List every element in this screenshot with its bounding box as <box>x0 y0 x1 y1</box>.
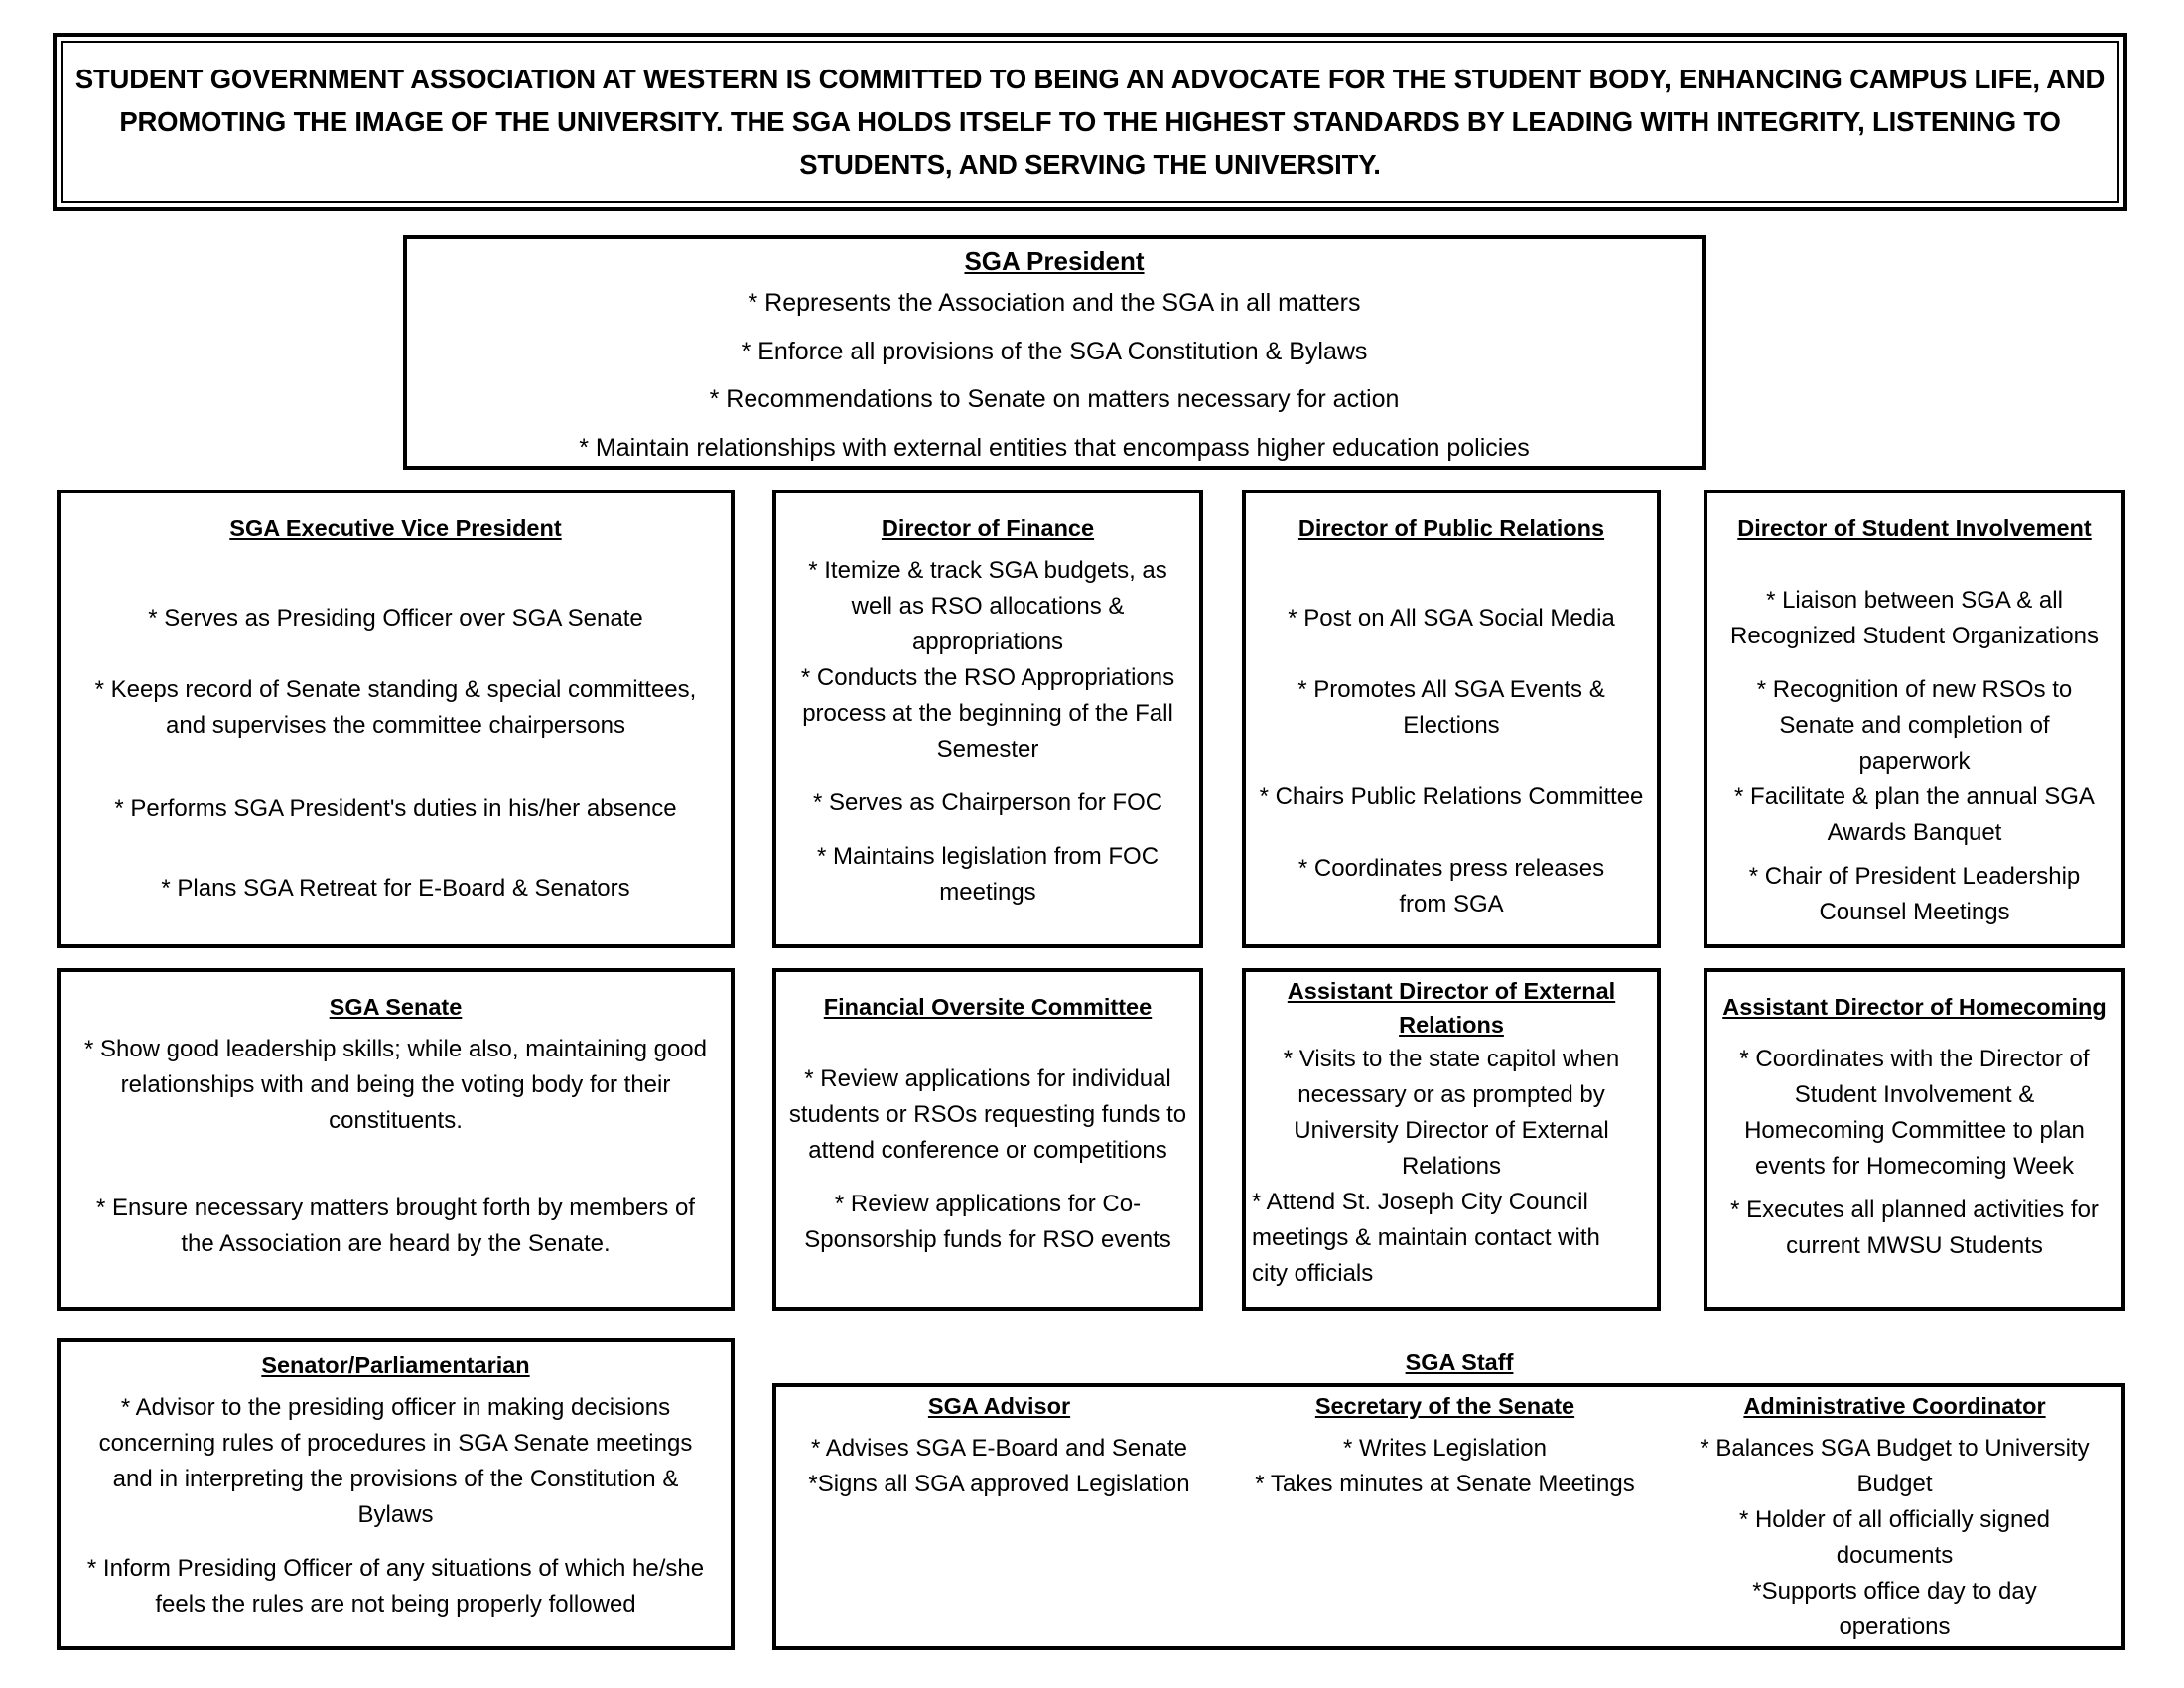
foc-duty: * Review applications for individual students or RSOs requesting funds to attend conference or competitions <box>788 1065 1187 1164</box>
director-finance-box <box>772 490 1203 948</box>
secretary-duty: * Takes minutes at Senate Meetings <box>1255 1471 1635 1497</box>
assistant-director-homecoming-duty: * Coordinates with the Director of Student Involvement & Homecoming Committee to plan events for Homecoming Week <box>1739 1046 2090 1180</box>
assistant-director-homecoming-title: Assistant Director of Homecoming <box>1722 994 2107 1020</box>
director-pr-duty: * Promotes All SGA Events & Elections <box>1297 676 1605 739</box>
president-duty: * Enforce all provisions of the SGA Constitution & Bylaws <box>741 337 1368 365</box>
executive-vp-duty: * Plans SGA Retreat for E-Board & Senators <box>161 875 630 902</box>
senate-duty: * Ensure necessary matters brought forth by members of the Association are heard by the Senate. <box>96 1195 695 1257</box>
sga-advisor-title: SGA Advisor <box>927 1393 1071 1419</box>
admin-coordinator-duty: * Holder of all officially signed documents <box>1738 1506 2051 1569</box>
director-pr-box <box>1242 490 1661 948</box>
parliamentarian-title: Senator/Parliamentarian <box>261 1352 530 1378</box>
director-student-involvement-duty: * Recognition of new RSOs to Senate and completion of paperwork <box>1756 676 2073 774</box>
executive-vp-duty: * Keeps record of Senate standing & special committees, and supervises the committee chairpersons <box>94 676 697 739</box>
director-finance-duty: * Itemize & track SGA budgets, as well as RSO allocations & appropriations <box>808 557 1167 655</box>
secretary-title: Secretary of the Senate <box>1314 1393 1575 1419</box>
director-student-involvement-duty: * Liaison between SGA & all Recognized Student Organizations <box>1730 587 2099 649</box>
foc-box <box>772 968 1203 1311</box>
director-student-involvement-box <box>1704 490 2125 948</box>
assistant-director-homecoming-box <box>1704 968 2125 1311</box>
assistant-director-external-box <box>1242 968 1661 1311</box>
director-pr-title: Director of Public Relations <box>1297 515 1605 541</box>
sga-advisor-duty: * Advises SGA E-Board and Senate <box>811 1435 1187 1462</box>
president-duty: * Maintain relationships with external entities that encompass higher education policies <box>579 433 1530 462</box>
assistant-director-external-title: Assistant Director of External Relations <box>1287 978 1616 1038</box>
director-finance-title: Director of Finance <box>881 515 1095 541</box>
senate-box <box>57 968 735 1311</box>
director-pr-duty: * Post on All SGA Social Media <box>1288 605 1615 632</box>
sga-staff-label: SGA Staff <box>1405 1349 1514 1375</box>
admin-coordinator-title: Administrative Coordinator <box>1743 1393 2046 1419</box>
senate-title: SGA Senate <box>329 994 463 1020</box>
secretary-duty: * Writes Legislation <box>1343 1435 1547 1462</box>
director-student-involvement-duty: * Facilitate & plan the annual SGA Awards Banquet <box>1734 783 2095 846</box>
executive-vp-title: SGA Executive Vice President <box>229 515 562 541</box>
director-student-involvement-title: Director of Student Involvement <box>1737 515 2092 541</box>
sga-staff-box <box>772 1383 2125 1650</box>
mission-statement-inner-border <box>61 41 2119 203</box>
mission-statement: STUDENT GOVERNMENT ASSOCIATION AT WESTERN IS COMMITTED TO BEING AN ADVOCATE FOR THE STUDENT BODY, ENHANCING CAMPUS LIFE, AND PROMOTING THE IMAGE OF THE UNIVERSITY. THE SGA HOLDS ITSELF TO THE HIGHEST STANDARDS BY LEADING WITH INTEGRITY, LISTENING TO STUDENTS, AND SERVING THE UNIVERSITY. <box>74 64 2106 180</box>
director-pr-duty: * Coordinates press releases from SGA <box>1297 855 1605 917</box>
mission-statement-box <box>53 33 2127 211</box>
president-duty: * Recommendations to Senate on matters necessary for action <box>709 385 1400 413</box>
director-finance-duty: * Maintains legislation from FOC meetings <box>816 843 1160 906</box>
parliamentarian-box <box>57 1338 735 1650</box>
parliamentarian-duty: * Advisor to the presiding officer in making decisions concerning rules of procedures in SGA Senate meetings and in interpreting the provisions of the Constitution & Bylaws <box>98 1394 693 1528</box>
executive-vp-box <box>57 490 735 948</box>
executive-vp-duty: * Performs SGA President's duties in his/her absence <box>114 795 677 822</box>
director-finance-duty: * Serves as Chairperson for FOC <box>812 789 1163 816</box>
assistant-director-homecoming-duty: * Executes all planned activities for current MWSU Students <box>1730 1196 2099 1259</box>
sga-advisor-section <box>776 1389 1222 1646</box>
executive-vp-duty: * Serves as Presiding Officer over SGA Senate <box>148 605 643 632</box>
sga-advisor-duty: *Signs all SGA approved Legislation <box>808 1471 1190 1497</box>
admin-coordinator-duty: * Balances SGA Budget to University Budget <box>1700 1435 2090 1497</box>
parliamentarian-duty: * Inform Presiding Officer of any situations of which he/she feels the rules are not being properly followed <box>86 1555 705 1618</box>
assistant-director-external-duty: * Attend St. Joseph City Council meetings & maintain contact with city officials <box>1252 1189 1600 1287</box>
director-finance-duty: * Conducts the RSO Appropriations process at the beginning of the Fall Semester <box>800 664 1175 763</box>
director-student-involvement-duty: * Chair of President Leadership Counsel Meetings <box>1748 863 2081 925</box>
president-duty: * Represents the Association and the SGA in all matters <box>748 289 1361 317</box>
foc-duty: * Review applications for Co-Sponsorship funds for RSO events <box>804 1191 1171 1253</box>
president-box <box>403 235 1706 470</box>
admin-coordinator-section <box>1668 1389 2121 1646</box>
senate-duty: * Show good leadership skills; while also, maintaining good relationships with and being the voting body for their constituents. <box>83 1036 708 1134</box>
secretary-section <box>1222 1389 1668 1646</box>
foc-title: Financial Oversite Committee <box>823 994 1153 1020</box>
assistant-director-external-duty: * Visits to the state capitol when necessary or as prompted by University Director of External Relations <box>1283 1046 1620 1180</box>
president-title: SGA President <box>964 246 1145 276</box>
director-pr-duty: * Chairs Public Relations Committee <box>1259 783 1644 810</box>
admin-coordinator-duty: *Supports office day to day operations <box>1752 1578 2037 1640</box>
